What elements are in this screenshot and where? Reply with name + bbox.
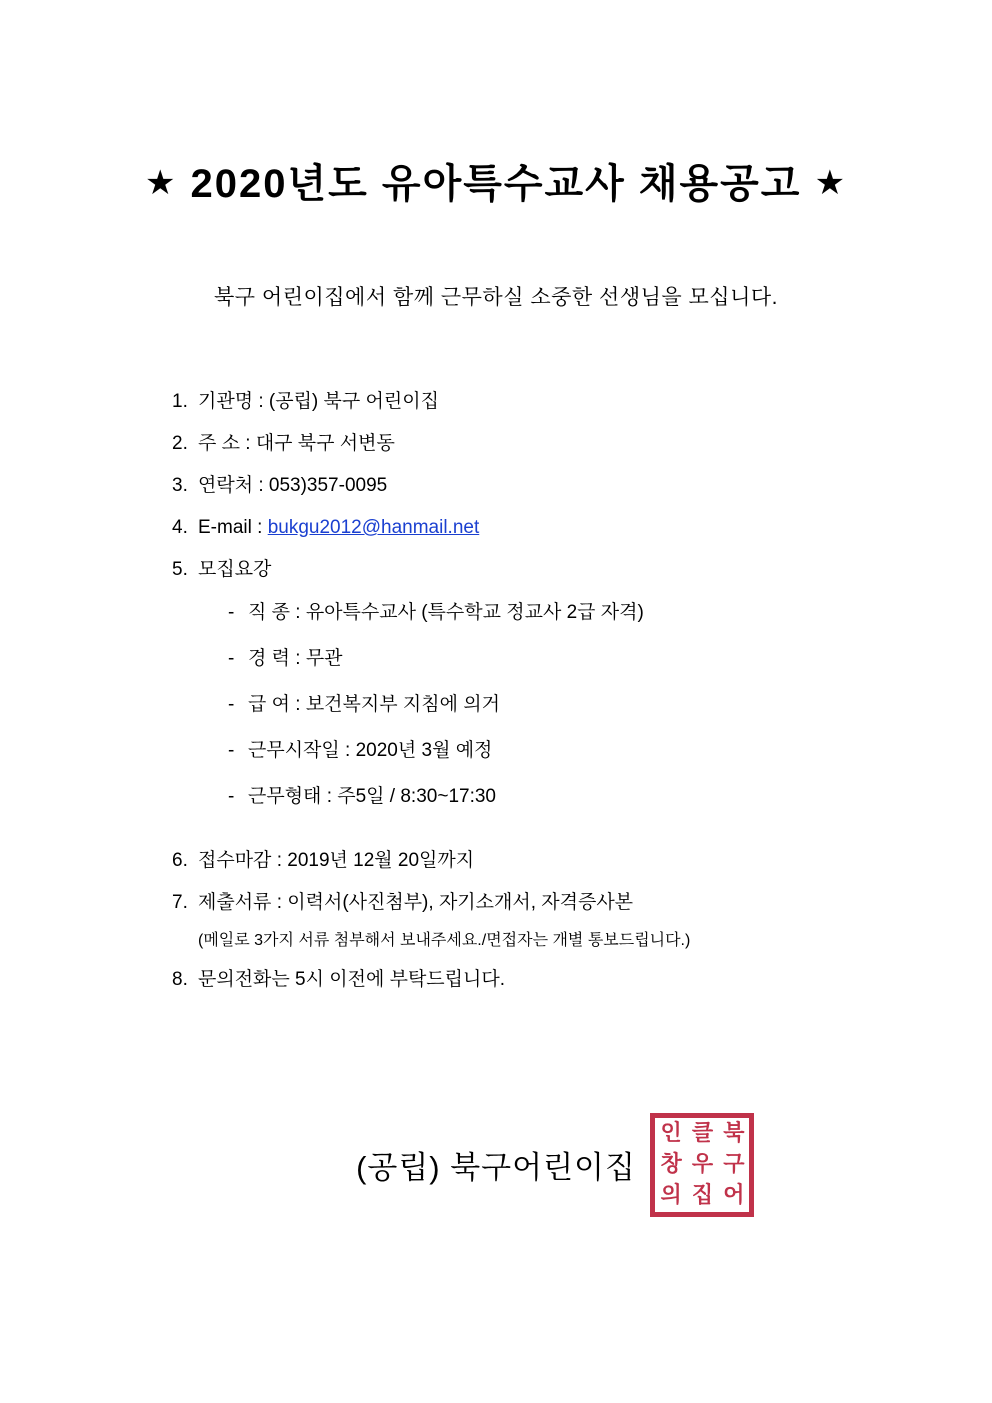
signature-text: (공립) 북구어린이집 (356, 1150, 636, 1185)
list-item-label: E-mail : (198, 517, 268, 538)
list-item (172, 392, 932, 411)
spacer (172, 833, 932, 851)
list-item-text: 제출서류 : 이력서(사진첨부), 자기소개서, 자격증사본 (198, 892, 634, 913)
list-item-text: 주 소 : 대구 북구 서변동 (198, 433, 395, 454)
sub-list-item-text: 급 여 : 보건복지부 지침에 의거 (248, 694, 500, 715)
seal-char: 인 (660, 1120, 681, 1146)
list-item-text: 연락처 : 053)357-0095 (198, 475, 388, 496)
list-item (172, 476, 932, 495)
lead-sentence: 북구 어린이집에서 함께 근무하실 소중한 선생님을 모십니다. (214, 286, 778, 309)
sub-list-item-text: 근무시작일 : 2020년 3월 예정 (248, 740, 493, 761)
sub-list-item-text: 근무형태 : 주5일 / 8:30~17:30 (248, 786, 496, 807)
dash-icon: - (228, 648, 235, 669)
official-seal-stamp (650, 1113, 754, 1217)
dash-icon: - (228, 740, 235, 761)
seal-char: 어 (723, 1183, 744, 1209)
recruitment-details-list (228, 603, 932, 806)
signature (0, 1142, 992, 1187)
list-item (172, 851, 932, 870)
list-item-number: 4. (172, 517, 188, 538)
dash-icon: - (228, 602, 235, 623)
list-item (172, 560, 932, 579)
seal-char: 의 (660, 1183, 681, 1209)
seal-char: 창 (660, 1151, 681, 1177)
list-item (172, 893, 932, 912)
page-title-text: 2020년도 유아특수교사 채용공고 (190, 162, 802, 206)
list-item (172, 970, 932, 989)
list-item-text: 접수마감 : 2019년 12월 20일까지 (198, 850, 475, 871)
sub-list-item (228, 695, 932, 714)
list-item-number: 7. (172, 892, 188, 913)
list-item-text: 문의전화는 5시 이전에 부탁드립니다. (198, 969, 505, 990)
dash-icon: - (228, 694, 235, 715)
star-icon-right: ★ (814, 164, 848, 202)
announcement-list (172, 392, 932, 1012)
list-item-number: 1. (172, 391, 188, 412)
seal-char: 클 (691, 1120, 713, 1146)
list-item-number: 6. (172, 850, 188, 871)
dash-icon: - (228, 786, 235, 807)
sub-list-item (228, 649, 932, 668)
email-link[interactable]: bukgu2012@hanmail.net (267, 517, 480, 538)
list-item-number: 8. (172, 969, 188, 990)
list-item-email (172, 518, 932, 537)
list-item-number: 2. (172, 433, 188, 454)
page-title (0, 152, 992, 209)
seal-char: 북 (723, 1120, 744, 1146)
sub-list-item (228, 787, 932, 806)
list-item-number: 5. (172, 559, 188, 580)
list-item-text: 모집요강 (198, 559, 272, 580)
submission-note: (메일로 3가지 서류 첨부해서 보내주세요./면접자는 개별 통보드립니다.) (198, 932, 691, 949)
sub-list-item-text: 경 력 : 무관 (248, 648, 343, 669)
seal-char: 구 (723, 1151, 744, 1177)
seal-char: 우 (691, 1151, 713, 1177)
seal-char: 집 (691, 1183, 713, 1209)
sub-list-item (228, 741, 932, 760)
star-icon-left: ★ (144, 164, 178, 202)
sub-list-item (228, 603, 932, 622)
sub-list-item-text: 직 종 : 유아특수교사 (특수학교 정교사 2급 자격) (248, 602, 644, 623)
list-item (172, 434, 932, 453)
list-item-number: 3. (172, 475, 188, 496)
list-item-text: 기관명 : (공립) 북구 어린이집 (198, 391, 439, 412)
